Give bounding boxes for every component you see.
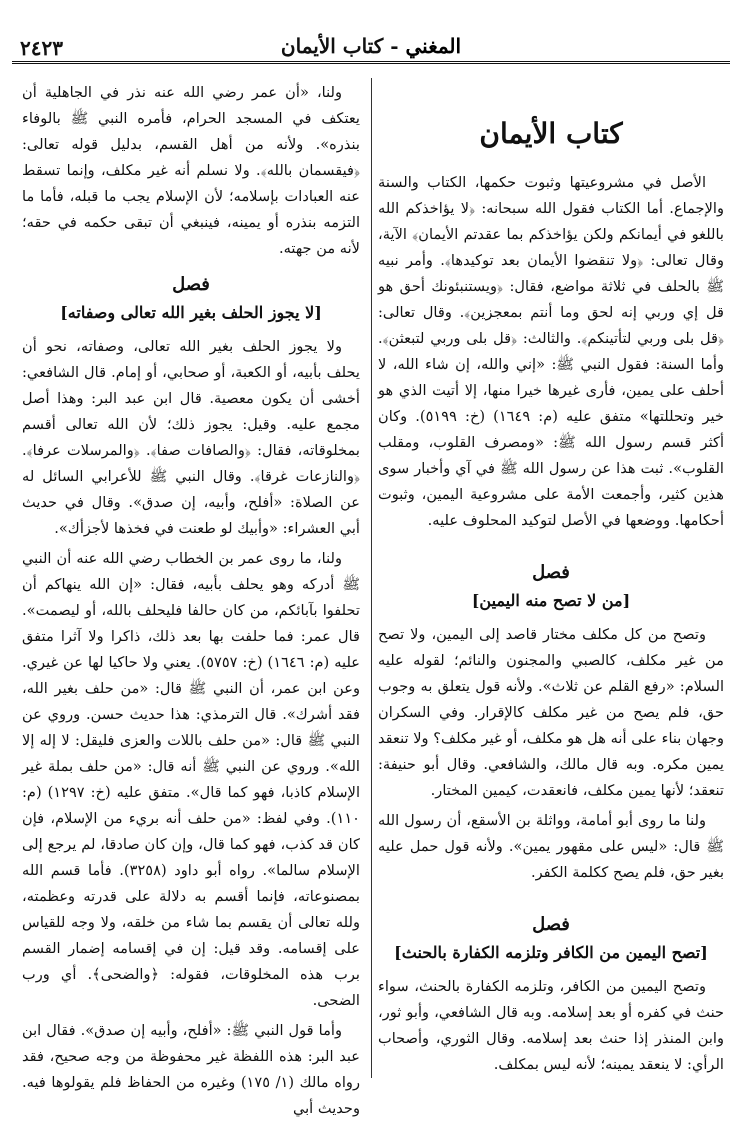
chapter-running-title: كتاب الأيمان bbox=[280, 34, 384, 58]
paragraph: ولنا، «أن عمر رضي الله عنه نذر في الجاهلية أن يعتكف في المسجد الحرام، فأمره النبي ﷺ بالوفاء بنذره». ولأنه من أهل القسم، بدليل قوله تعالى: ﴿فيقسمان بالله﴾. ولا نسلم أنه غير مكلف، وإنما تسقط عنه العبادات بإسلامه؛ لأن الإسلام يجب ما قبله، فأما ما التزمه بنذره أو يمينه، فينبغي أن تبقى حكمه في حقه؛ لأنه من جهته. bbox=[22, 84, 360, 257]
running-header bbox=[12, 30, 730, 64]
section-label: فصل bbox=[172, 274, 210, 295]
section-title: [لا يجوز الحلف بغير الله تعالى وصفاته] bbox=[60, 303, 322, 322]
page-number: ٢٤٢٣ bbox=[20, 36, 63, 60]
paragraph: ولنا، ما روى عمر بن الخطاب رضي الله عنه أن النبي ﷺ أدركه وهو يحلف بأبيه، فقال: «إن الله ينهاكم أن تحلفوا بآبائكم، من كان حالفا فليحلف بالله، أو ليصمت». قال عمر: فما حلفت بها بعد ذلك، ذاكرا ولا آثرا متفق عليه (م: ١٦٤٦) (خ: ٥٧٥٧). يعني ولا حاكيا لها عن غيري. وعن ابن عمر، أن النبي ﷺ قال: «من حلف بغير الله، فقد أشرك». قال الترمذي: هذا حديث حسن. وروي عن النبي ﷺ قال: «من حلف باللات والعزى فليقل: لا إله إلا الله». وروي عن النبي ﷺ أنه قال: «من حلف بملة غير الإسلام كاذبا، فهو كما قال». متفق عليه (خ: ١٢٩٧) (م: ١١٠). وفي لفظ: «من حلف أنه بريء من الإسلام، فإن كان قد كذب، فهو كما قال، وإن كان صادقا، لم يرجع إلى الإسلام سالما». رواه أبو داود (٣٢٥٨). فأما قسم الله بمصنوعاته، فإنما أقسم به دلالة على قدرته وعظمته، ولله تعالى أن يقسم بما شاء من خلقه، ولا وجه للقياس على إقسامه. وقد قيل: إن في إقسامه إضمار القسم برب هذه المخلوقات، فقوله: ﴿والضحى﴾. أي ورب الضحى. bbox=[22, 550, 360, 1009]
paragraph: وأما قول النبي ﷺ: «أفلح، وأبيه إن صدق». فقال ابن عبد البر: هذه اللفظة غير محفوظة من وجه صحيح، فقد رواه مالك (١/ ١٧٥) وغيره من الحفاظ فلم يقولوها فيه. وحديث أبي bbox=[22, 1022, 360, 1117]
running-title bbox=[12, 34, 730, 58]
book-title: المغني bbox=[405, 34, 462, 58]
header-rule bbox=[12, 61, 730, 64]
paragraph: ولنا ما روى أبو أمامة، وواثلة بن الأسقع، أن رسول الله ﷺ قال: «ليس على مقهور يمين». ولأنه قول حمل عليه بغير حق، فلم يصح ككلمة الكفر. bbox=[378, 812, 724, 881]
left-column bbox=[22, 80, 360, 1117]
intro-paragraph: الأصل في مشروعيتها وثبوت حكمها، الكتاب والسنة والإجماع. أما الكتاب فقول الله سبحانه: ﴿لا يؤاخذكم الله باللغو في أيمانكم ولكن يؤاخذكم بما عقدتم الأيمان﴾ الآية، وقال تعالى: ﴿ولا تنقضوا الأيمان بعد توكيدها﴾. وأمر نبيه ﷺ بالحلف في ثلاثة مواضع، فقال: ﴿ويستنبئونك أحق هو قل إي وربي إنه لحق وما أنتم بمعجزين﴾. وقال تعالى: ﴿قل بلى وربي لتأتينكم﴾. والثالث: ﴿قل بلى وربي لتبعثن﴾. وأما السنة: فقول النبي ﷺ: «إني والله، إن شاء الله، لا أحلف على يمين، فأرى غيرها خيرا منها، إلا أتيت الذي هو خير وتحللتها» متفق عليه (م: ١٦٤٩) (خ: ٥١٩٩). وكان أكثر قسم رسول الله ﷺ: «ومصرف القلوب، ومقلب القلوب». ثبت هذا عن رسول الله ﷺ في آي وأخبار سوى هذين كثير، وأجمعت الأمة على مشروعية اليمين، وثبوت أحكامها. ووضعها في الأصل لتوكيد المحلوف عليه. bbox=[378, 174, 724, 529]
section-label: فصل bbox=[532, 914, 570, 935]
section-title: [من لا تصح منه اليمين] bbox=[471, 591, 631, 610]
section-title: [تصح اليمين من الكافر وتلزمه الكفارة بالحنث] bbox=[394, 943, 708, 962]
title-separator: - bbox=[383, 34, 406, 58]
section-label: فصل bbox=[532, 562, 570, 583]
right-column bbox=[378, 80, 724, 1080]
paragraph: ولا يجوز الحلف بغير الله تعالى، وصفاته، نحو أن يحلف بأبيه، أو الكعبة، أو صحابي، أو إمام. قال الشافعي: أخشى أن يكون معصية. قال ابن عبد البر: وهذا أصل مجمع عليه. وقيل: يجوز ذلك؛ لأن الله تعالى أقسم بمخلوقاته، فقال: ﴿والصافات صفا﴾. ﴿والمرسلات عرفا﴾. ﴿والنازعات غرقا﴾. وقال النبي ﷺ للأعرابي السائل له عن الصلاة: «أفلح، وأبيه، إن صدق». وقال في حديث أبي العشراء: «وأبيك لو طعنت في فخذها لأجزأك». bbox=[22, 338, 360, 537]
paragraph: وتصح من كل مكلف مختار قاصد إلى اليمين، ولا تصح من غير مكلف، كالصبي والمجنون والنائم؛ لقوله عليه السلام: «رفع القلم عن ثلاث». ولأنه قول يتعلق به وجوب حق، فلم يصح من غير مكلف كالإقرار. وفي السكران وجهان بناء على أنه هل هو مكلف، أو غير مكلف؟ ولا تنعقد يمين مكره. وبه قال مالك، والشافعي. وقال أبو حنيفة: تنعقد؛ لأنها يمين مكلف، فانعقدت، كيمين المختار. bbox=[378, 626, 724, 799]
column-divider bbox=[371, 78, 372, 1078]
chapter-title: كتاب الأيمان bbox=[479, 117, 623, 150]
paragraph: وتصح اليمين من الكافر، وتلزمه الكفارة بالحنث، سواء حنث في كفره أو بعد إسلامه. وبه قال الشافعي، وأبو ثور، وابن المنذر إذا حنث بعد إسلامه. وقال الثوري، وأصحاب الرأي: لا ينعقد يمينه؛ لأنه ليس بمكلف. bbox=[378, 978, 724, 1073]
